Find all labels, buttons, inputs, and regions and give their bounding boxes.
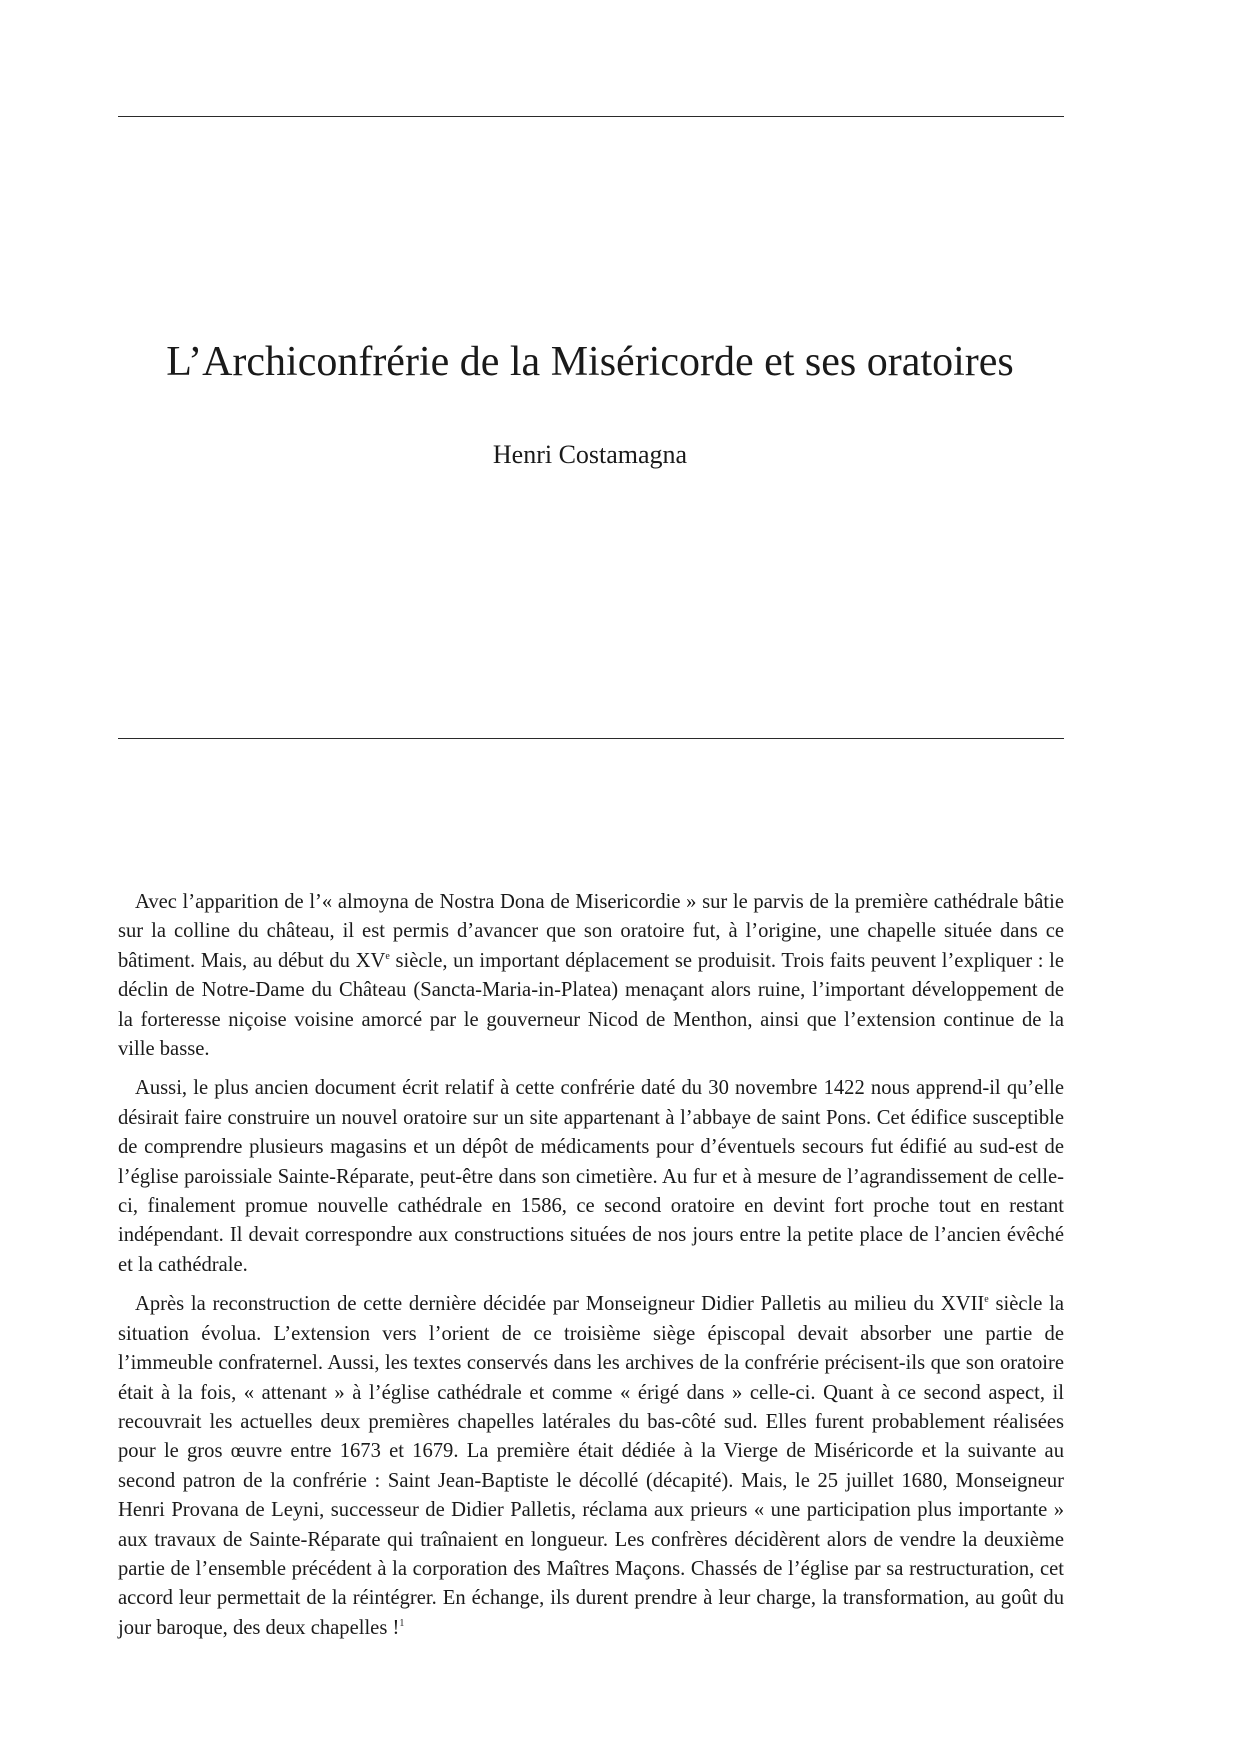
body-paragraph xyxy=(118,1290,1064,1643)
paragraph-text: siècle la situation évolua. L’extension vers l’orient de ce troisième siège épiscopal devait absorber une partie de l’immeuble confraternel. Aussi, les textes conservés dans les archives de la confrérie précisent-ils que son oratoire était à la fois, « attenant » à l’église cathédrale et comme « érigé dans » celle-ci. Quant à ce second aspect, il recouvrait les actuelles deux premières chapelles latérales du bas-côté sud. Elles furent probablement réalisées pour le gros œuvre entre 1673 et 1679. La première était dédiée à la Vierge de Miséricorde et la suivante au second patron de la confrérie : Saint Jean-Baptiste le décollé (décapité). Mais, le 25 juillet 1680, Monseigneur Henri Provana de Leyni, successeur de Didier Palletis, réclama aux prieurs « une participation plus importante » aux travaux de Sainte-Réparate qui traînaient en longueur. Les confrères décidèrent alors de vendre la deuxième partie de l’ensemble précédent à la corporation des Maîtres Maçons. Chassés de l’église par sa restructuration, cet accord leur permettait de la réintégrer. En échange, ils durent prendre à leur charge, la transformation, au goût du jour baroque, des deux chapelles ! xyxy=(118,1293,1064,1639)
superscript: 1 xyxy=(399,1617,405,1629)
superscript: e xyxy=(385,950,390,962)
paragraph-text: Aussi, le plus ancien document écrit relatif à cette confrérie daté du 30 novembre 1422 nous apprend-il qu’elle désirait faire construire un nouvel oratoire sur un site appartenant à l’abbaye de saint Pons. Cet édifice susceptible de comprendre plusieurs magasins et un dépôt de médicaments pour d’éventuels secours fut édifié au sud-est de l’église paroissiale Sainte-Réparate, peut-être dans son cimetière. Au fur et à mesure de l’agrandissement de celle-ci, finalement promue nouvelle cathédrale en 1586, ce second oratoire en devint fort proche tout en restant indépendant. Il devait correspondre aux constructions situées de nos jours entre la petite place de l’ancien évêché et la cathédrale. xyxy=(118,1077,1064,1276)
paragraph-text: Avec l’apparition de l’« almoyna de Nostra Dona de Misericordie » sur le parvis de la première cathédrale bâtie sur la colline du château, il est permis d’avancer que son oratoire fut, à l’origine, une chapelle située dans ce bâtiment. Mais, au début du XV xyxy=(118,891,1064,972)
paragraph-text: Après la reconstruction de cette dernière décidée par Monseigneur Didier Palletis au milieu du XVII xyxy=(135,1293,985,1316)
header-rule-bottom xyxy=(118,738,1064,739)
header-rule-top xyxy=(118,116,1064,117)
superscript: e xyxy=(984,1294,989,1306)
article-title: L’Archiconfrérie de la Miséricorde et ses oratoires xyxy=(166,339,1014,385)
article-author: Henri Costamagna xyxy=(492,440,688,469)
article-body xyxy=(118,888,1064,1653)
body-paragraph xyxy=(118,1074,1064,1280)
body-paragraph xyxy=(118,888,1064,1064)
paragraph-text: siècle, un important déplacement se produisit. Trois faits peuvent l’expliquer : le déclin de Notre-Dame du Château (Sancta-Maria-in-Platea) menaçant alors ruine, l’important développement de la forteresse niçoise voisine amorcé par le gouverneur Nicod de Menthon, ainsi que l’extension continue de la ville basse. xyxy=(118,949,1064,1061)
